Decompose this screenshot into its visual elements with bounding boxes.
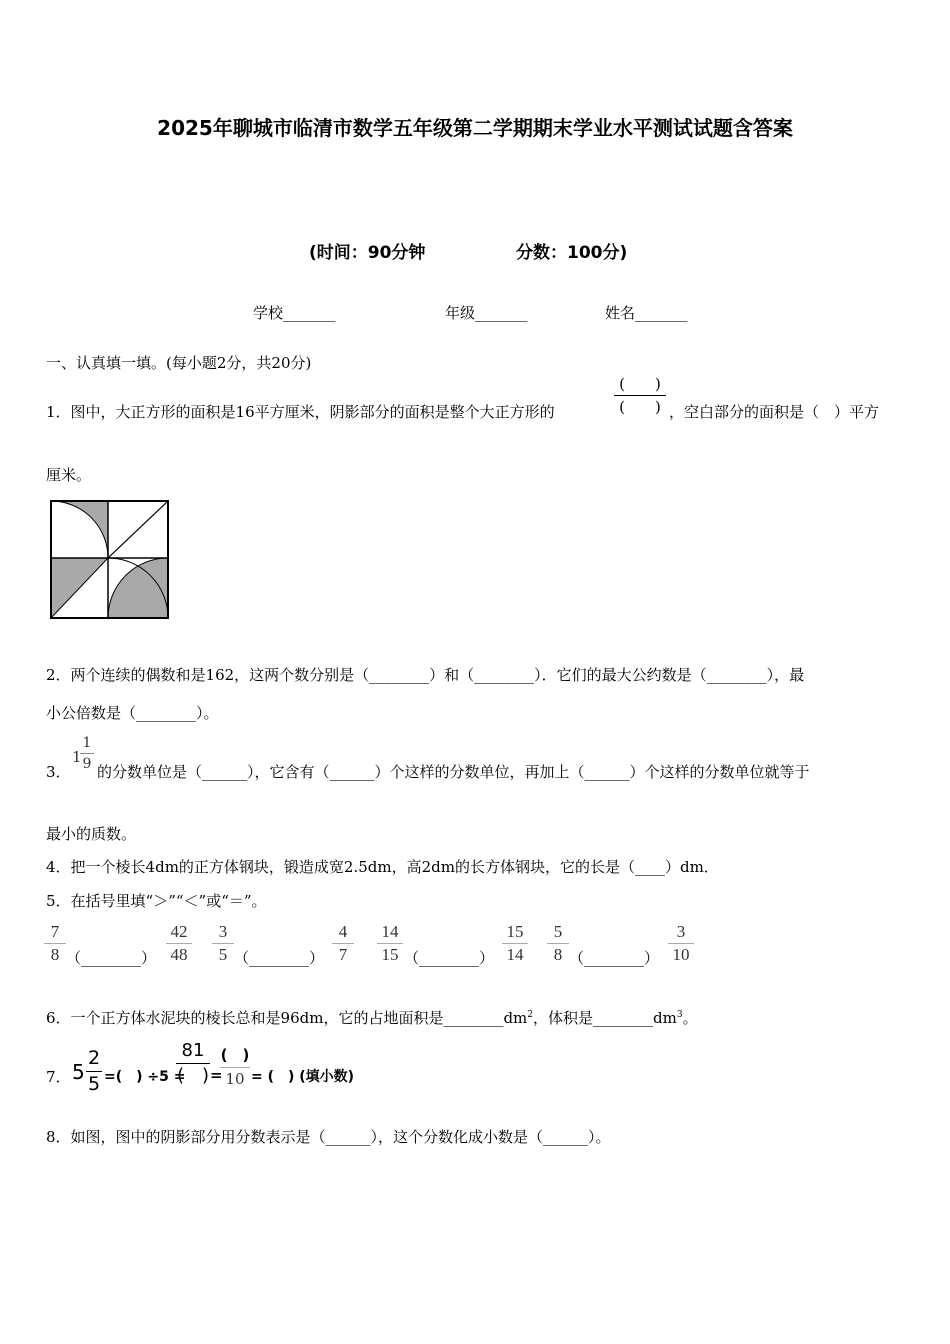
fraction-numerator: 42 xyxy=(170,922,188,941)
superscript-3: 3 xyxy=(676,1010,683,1020)
fraction-42-48 xyxy=(166,922,192,965)
question-7-part1: =( ) ÷5 = xyxy=(104,1069,186,1085)
question-7-whole: 5 xyxy=(72,1060,85,1084)
fraction-denominator: 5 xyxy=(218,945,228,964)
fraction-bar xyxy=(166,943,192,944)
fraction-denominator: 48 xyxy=(170,945,188,964)
fraction-denominator: 8 xyxy=(50,945,60,964)
fraction-3-10 xyxy=(668,922,694,965)
fraction-denominator: 8 xyxy=(553,945,563,964)
fraction-bar xyxy=(212,943,234,944)
square-figure xyxy=(48,498,174,624)
fraction-4-7 xyxy=(332,922,354,965)
name-field: 姓名_______ xyxy=(605,304,688,322)
fraction-denominator: 5 xyxy=(87,1073,101,1095)
compare-blank-3: （________） xyxy=(404,949,495,967)
fraction-bar xyxy=(220,1067,250,1068)
school-field: 学校_______ xyxy=(253,304,336,322)
fraction-bar xyxy=(668,943,694,944)
fraction-numerator: 3 xyxy=(676,922,686,941)
fraction-numerator: 81 xyxy=(181,1040,205,1061)
compare-blank-2: （________） xyxy=(234,949,325,967)
fraction-bar xyxy=(332,943,354,944)
question-7-part2: = ( ) (填小数) xyxy=(251,1069,355,1085)
fraction-14-15 xyxy=(377,922,403,965)
fraction-15-14 xyxy=(502,922,528,965)
fraction-numerator: 14 xyxy=(381,922,399,941)
compare-blank-1: （________） xyxy=(66,949,157,967)
question-6-part-b: ，体积是________dm xyxy=(533,1009,677,1027)
compare-blank-4: （________） xyxy=(569,949,660,967)
fraction-numerator: 1 xyxy=(82,735,92,751)
question-1-text-b: ，空白部分的面积是（ ）平方 xyxy=(669,403,880,421)
question-3-whole: 1 xyxy=(72,748,82,766)
fraction-numerator: 5 xyxy=(553,922,563,941)
arc-helper xyxy=(108,501,116,558)
fraction-numerator: 7 xyxy=(50,922,60,941)
exam-score: 分数：100分) xyxy=(516,243,628,263)
exam-time: (时间：90分钟 xyxy=(309,243,426,263)
fraction-bar xyxy=(80,753,94,754)
question-3-line2: 最小的质数。 xyxy=(46,825,137,843)
fraction-denominator: 10 xyxy=(672,945,690,964)
section-heading: 一、认真填一填。(每小题2分，共20分) xyxy=(46,354,312,372)
fraction-bar xyxy=(614,395,666,396)
question-7-number: 7． xyxy=(46,1068,71,1086)
fraction-numerator: 4 xyxy=(338,922,348,941)
question-2-line2: 小公倍数是（________）。 xyxy=(46,704,219,722)
fraction-denominator: 7 xyxy=(338,945,348,964)
page-title: 2025年聊城市临清市数学五年级第二学期期末学业水平测试试题含答案 xyxy=(157,116,793,140)
fraction-numerator: ( ) xyxy=(619,375,661,393)
question-5-text: 5．在括号里填“＞”“＜”或“＝”。 xyxy=(46,892,267,910)
fraction-numerator: 2 xyxy=(87,1047,101,1069)
fraction-3-5 xyxy=(212,922,234,965)
fraction-bar xyxy=(502,943,528,944)
question-7-mixed-fraction xyxy=(86,1048,102,1095)
question-1-text: 1．图中，大正方形的面积是16平方厘米，阴影部分的面积是整个大正方形的 xyxy=(46,403,555,421)
question-8-text: 8．如图，图中的阴影部分用分数表示是（______），这个分数化成小数是（______）。 xyxy=(46,1128,611,1146)
fraction-bar xyxy=(86,1071,102,1072)
question-6-text xyxy=(46,1007,698,1028)
fraction-denominator: ( ) xyxy=(619,398,661,416)
question-7-equals: = xyxy=(210,1066,223,1084)
grade-field: 年级_______ xyxy=(445,304,528,322)
question-3-number: 3． xyxy=(46,763,71,781)
question-3-text: 的分数单位是（______），它含有（______）个这样的分数单位，再加上（______）个这样的分数单位就等于 xyxy=(97,763,810,781)
fraction-denominator: 14 xyxy=(506,945,524,964)
fraction-7-8 xyxy=(44,922,66,965)
question-7-fraction-81 xyxy=(176,1041,210,1086)
question-7-fraction-10 xyxy=(220,1046,250,1089)
fraction-bar xyxy=(44,943,66,944)
fraction-denominator: ( ) xyxy=(176,1065,210,1086)
fraction-denominator: 9 xyxy=(82,756,92,772)
question-4-text: 4．把一个棱长4dm的正方体钢块，锻造成宽2.5dm，高2dm的长方体钢块，它的长是（____）dm． xyxy=(46,858,719,876)
fraction-5-8 xyxy=(547,922,569,965)
shaded-region-top-left xyxy=(51,501,108,558)
shaded-region-bottom-right xyxy=(108,558,168,618)
question-1-fraction xyxy=(614,375,666,416)
shaded-region-bottom-left xyxy=(51,558,108,618)
fraction-denominator: 15 xyxy=(381,945,399,964)
fraction-numerator: ( ) xyxy=(220,1046,250,1064)
question-2-line1: 2．两个连续的偶数和是162，这两个数分别是（________）和（________）．它们的最大公约数是（________），最 xyxy=(46,666,805,684)
fraction-numerator: 3 xyxy=(218,922,228,941)
fraction-bar xyxy=(176,1063,210,1064)
fraction-bar xyxy=(377,943,403,944)
superscript-2: 2 xyxy=(527,1010,534,1020)
fraction-bar xyxy=(547,943,569,944)
diagonal-top-right xyxy=(108,501,168,558)
question-1-text-c: 厘米。 xyxy=(46,466,92,484)
fraction-numerator: 15 xyxy=(506,922,524,941)
fraction-denominator: 10 xyxy=(225,1070,245,1088)
question-6-part-c: 。 xyxy=(682,1009,698,1027)
question-6-part-a: 6．一个正方体水泥块的棱长总和是96dm，它的占地面积是________dm xyxy=(46,1009,528,1027)
question-3-fraction xyxy=(80,735,94,772)
